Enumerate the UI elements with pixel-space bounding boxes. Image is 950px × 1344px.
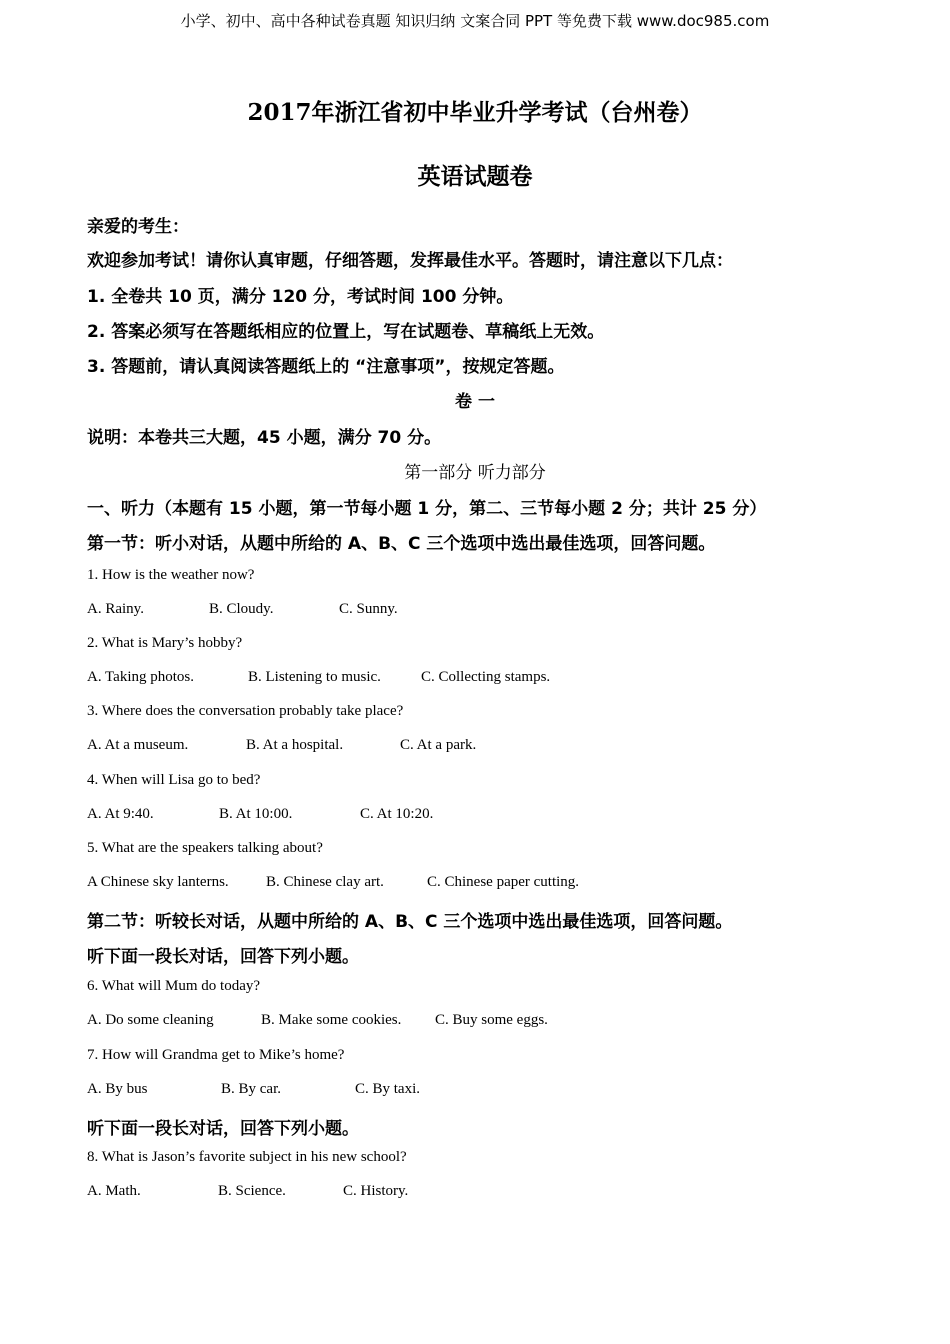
question-8-option-b: B. Science. <box>218 1183 286 1199</box>
question-3: 3. Where does the conversation probably take place? <box>87 703 404 719</box>
note-3: 3. 答题前，请认真阅读答题纸上的 “注意事项”，按规定答题。 <box>87 357 565 377</box>
question-1-option-c: C. Sunny. <box>339 601 398 617</box>
exam-subtitle: 英语试题卷 <box>417 164 533 190</box>
question-8-option-a: A. Math. <box>87 1183 141 1199</box>
question-5-option-c: C. Chinese paper cutting. <box>427 874 580 890</box>
question-2-option-c: C. Collecting stamps. <box>421 669 551 685</box>
question-8: 8. What is Jason’s favorite subject in his new school? <box>87 1149 407 1165</box>
question-5: 5. What are the speakers talking about? <box>87 840 323 856</box>
question-2-option-b: B. Listening to music. <box>248 669 381 685</box>
question-3-option-b: B. At a hospital. <box>246 737 344 753</box>
listen-long-instruction-1: 听下面一段长对话，回答下列小题。 <box>87 947 359 967</box>
question-4-option-a: A. At 9:40. <box>87 806 154 822</box>
question-6-option-a: A. Do some cleaning <box>87 1012 214 1028</box>
question-6-option-b: B. Make some cookies. <box>261 1012 402 1028</box>
question-4-option-c: C. At 10:20. <box>360 806 434 822</box>
section-heading: 一、听力（本题有 15 小题，第一节每小题 1 分，第二、三节每小题 2 分；共计 25 分） <box>87 499 767 519</box>
welcome-text: 欢迎参加考试！请你认真审题，仔细答题，发挥最佳水平。答题时，请注意以下几点： <box>87 251 733 271</box>
question-5-option-b: B. Chinese clay art. <box>266 874 384 890</box>
question-7-option-a: A. By bus <box>87 1081 148 1097</box>
question-1: 1. How is the weather now? <box>87 567 255 583</box>
question-3-option-a: A. At a museum. <box>87 737 189 753</box>
exam-title: 2017年浙江省初中毕业升学考试（台州卷） <box>247 99 703 126</box>
section-2-instruction: 第二节：听较长对话，从题中所给的 A、B、C 三个选项中选出最佳选项，回答问题。 <box>87 912 733 932</box>
volume-note: 说明：本卷共三大题，45 小题，满分 70 分。 <box>87 428 442 448</box>
greeting: 亲爱的考生： <box>87 217 189 237</box>
section-1-instruction: 第一节：听小对话，从题中所给的 A、B、C 三个选项中选出最佳选项，回答问题。 <box>87 534 716 554</box>
question-4: 4. When will Lisa go to bed? <box>87 772 261 788</box>
question-4-option-b: B. At 10:00. <box>219 806 293 822</box>
page-header: 小学、初中、高中各种试卷真题 知识归纳 文案合同 PPT 等免费下载 www.doc985.com <box>180 12 770 30</box>
question-3-option-c: C. At a park. <box>400 737 477 753</box>
question-1-option-a: A. Rainy. <box>87 601 144 617</box>
question-2-option-a: A. Taking photos. <box>87 669 195 685</box>
question-8-option-c: C. History. <box>343 1183 409 1199</box>
question-6: 6. What will Mum do today? <box>87 978 261 994</box>
note-1: 1. 全卷共 10 页，满分 120 分，考试时间 100 分钟。 <box>87 287 514 307</box>
listen-long-instruction-2: 听下面一段长对话，回答下列小题。 <box>87 1119 359 1139</box>
question-6-option-c: C. Buy some eggs. <box>435 1012 548 1028</box>
question-5-option-a: A Chinese sky lanterns. <box>87 874 229 890</box>
part-title: 第一部分 听力部分 <box>404 463 546 483</box>
question-7-option-b: B. By car. <box>221 1081 281 1097</box>
note-2: 2. 答案必须写在答题纸相应的位置上，写在试题卷、草稿纸上无效。 <box>87 322 605 342</box>
question-7: 7. How will Grandma get to Mike’s home? <box>87 1047 345 1063</box>
question-7-option-c: C. By taxi. <box>355 1081 421 1097</box>
question-2: 2. What is Mary’s hobby? <box>87 635 243 651</box>
volume-label: 卷 一 <box>455 392 495 412</box>
question-1-option-b: B. Cloudy. <box>209 601 274 617</box>
